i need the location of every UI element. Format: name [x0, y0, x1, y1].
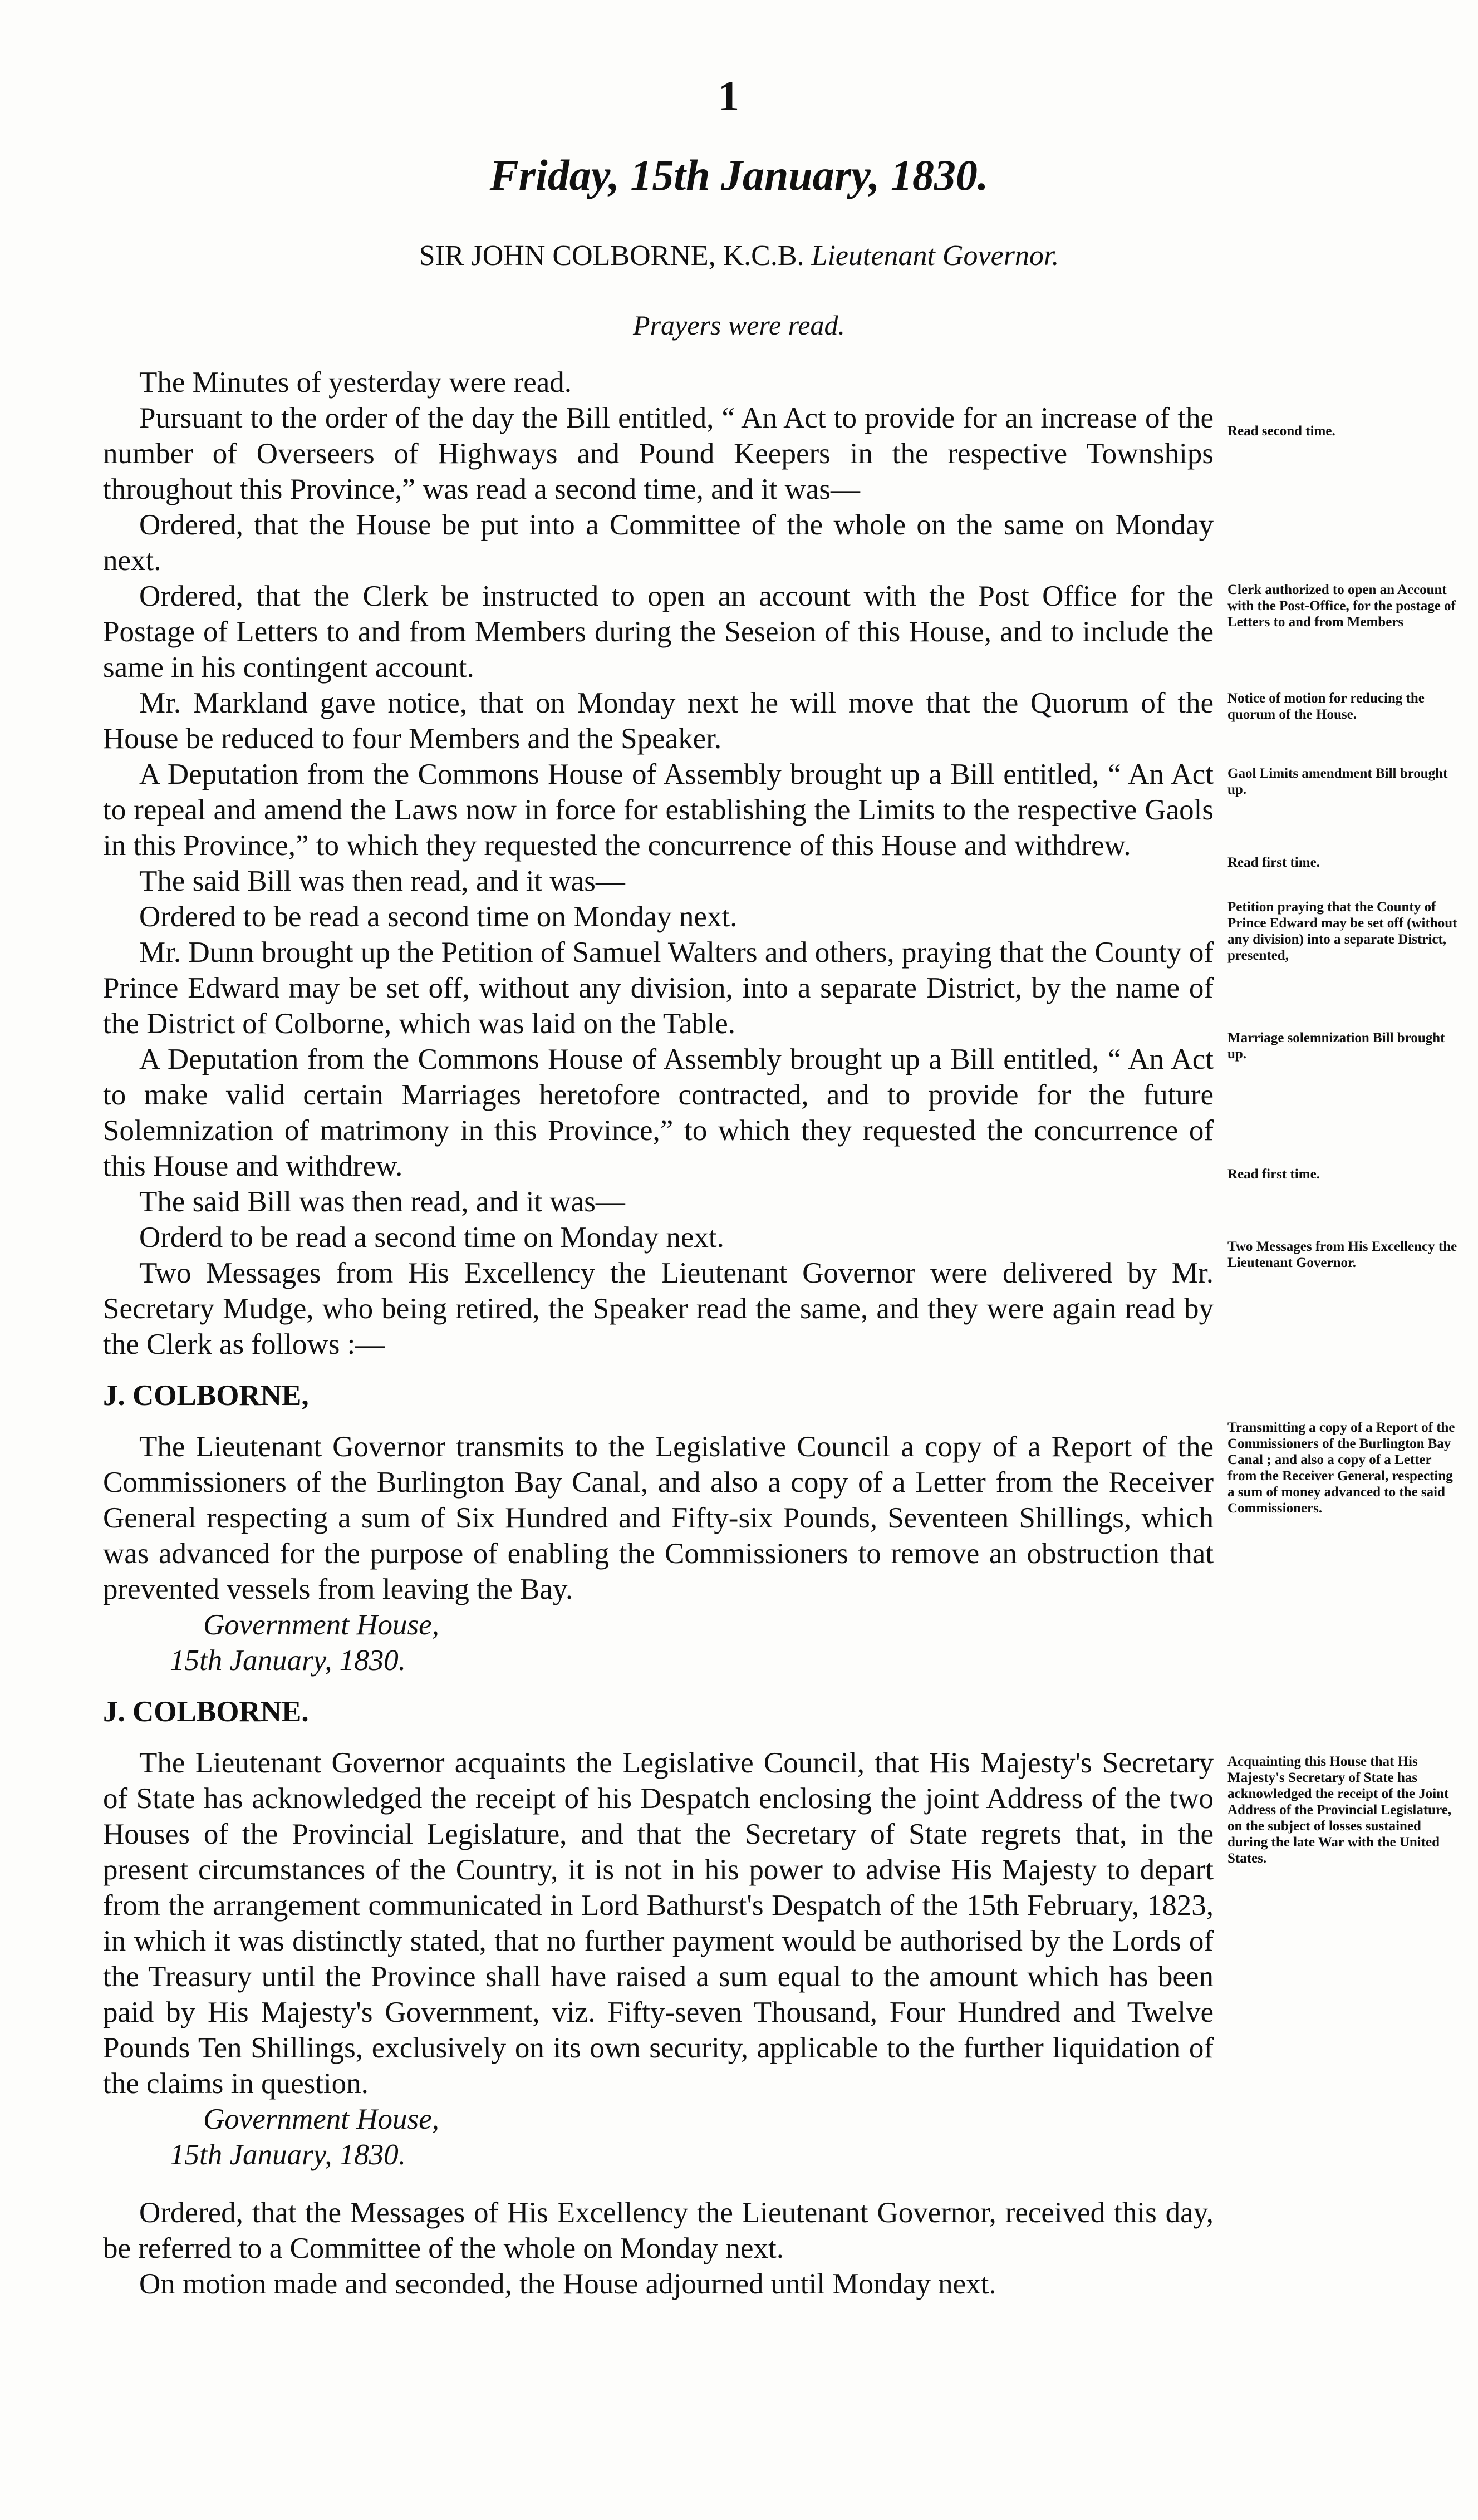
margin-note: Marriage solemnization Bill brought up.	[1227, 1030, 1445, 1062]
margin-note: Clerk authorized to open an Account with the Post-Office, for the postage of Letters to and from Members	[1227, 582, 1456, 630]
paragraph: Ordered, that the Clerk be instructed to open an account with the Post Office for the Postage of Letters to and from Members during the Seseion of this House, and to include the same in his contingent account.	[103, 580, 1214, 684]
paragraph: Ordered, that the Messages of His Excellency the Lieutenant Governor, received this day, be referred to a Committee of the whole on Monday next.	[103, 2197, 1214, 2264]
message-heading: J. COLBORNE,	[103, 1379, 309, 1412]
message-date	[103, 1643, 1214, 1678]
margin-note: Read first time.	[1227, 855, 1320, 870]
paragraph: Orderd to be read a second time on Monday next.	[139, 1221, 724, 1254]
margin-note: Petition praying that the County of Prince Edward may be set off (without any division) into a separate District, presented,	[1227, 900, 1457, 963]
margin-note: Transmitting a copy of a Report of the Commissioners of the Burlington Bay Canal ; and also a copy of a Letter from the Receiver General, respecting a sum of money advanced to the said Commissioners.	[1227, 1420, 1455, 1516]
paragraph: On motion made and seconded, the House adjourned until Monday next.	[139, 2268, 996, 2300]
governor-title: Lieutenant Governor.	[811, 240, 1059, 272]
page-number: 1	[718, 73, 739, 120]
message-date-text: 15th January, 1830.	[170, 1644, 406, 1677]
paragraph: Ordered, that the House be put into a Committee of the whole on the same on Monday next.	[103, 509, 1214, 577]
message-place: Government House,	[203, 2103, 439, 2135]
message-heading: J. COLBORNE.	[103, 1696, 309, 1728]
prayers-line: Prayers were read.	[633, 310, 845, 341]
journal-body	[103, 365, 1214, 2302]
paragraph: The said Bill was then read, and it was—	[139, 865, 625, 897]
margin-note: Gaol Limits amendment Bill brought up.	[1227, 766, 1448, 797]
governor-line	[0, 239, 1478, 272]
spacer	[103, 2173, 1214, 2195]
paragraph: A Deputation from the Commons House of Assembly brought up a Bill entitled, “ An Act to repeal and amend the Laws now in force for establishing the Limits to the respective Gaols in this Province,” to which they requested the concurrence of this House and withdrew.	[103, 758, 1214, 862]
paragraph: The said Bill was then read, and it was—	[139, 1186, 625, 1218]
message-date	[103, 2137, 1214, 2173]
paragraph: The Minutes of yesterday were read.	[139, 366, 572, 399]
paragraph: Mr. Markland gave notice, that on Monday next he will move that the Quorum of the House be reduced to four Members and the Speaker.	[103, 687, 1214, 755]
paragraph: Mr. Dunn brought up the Petition of Samuel Walters and others, praying that the County of Prince Edward may be set off, without any division, into a separate District, by the name of the District of Colborne, which was laid on the Table.	[103, 936, 1214, 1040]
date-heading: Friday, 15th January, 1830.	[489, 151, 989, 199]
margin-note: Acquainting this House that His Majesty's Secretary of State has acknowledged the receipt of the Joint Address of the Provincial Legislature, on the subject of losses sustained during the late War with the United States.	[1227, 1754, 1452, 1866]
margin-note: Read first time.	[1227, 1167, 1320, 1182]
margin-note: Notice of motion for reducing the quorum of the House.	[1227, 691, 1425, 722]
paragraph: A Deputation from the Commons House of Assembly brought up a Bill entitled, “ An Act to make valid certain Marriages heretofore contracted, and to provide for the future Solemnization of matrimony in this Province,” to which they requested the concurrence of this House and withdrew.	[103, 1043, 1214, 1182]
paragraph: Ordered to be read a second time on Monday next.	[139, 901, 738, 933]
paragraph: Two Messages from His Excellency the Lieutenant Governor were delivered by Mr. Secretary Mudge, who being retired, the Speaker read the same, and they were again read by the Clerk as follows :—	[103, 1257, 1214, 1360]
message-text: The Lieutenant Governor transmits to the Legislative Council a copy of a Report of the Commissioners of the Burlington Bay Canal, and also a copy of a Letter from the Receiver General respecting a sum of Six Hundred and Fifty-six Pounds, Seventeen Shillings, which was advanced for the purpose of enabling the Commissioners to remove an obstruction that prevented vessels from leaving the Bay.	[103, 1431, 1214, 1605]
margin-note: Read second time.	[1227, 424, 1335, 439]
message-text: The Lieutenant Governor acquaints the Legislative Council, that His Majesty's Secretary of State has acknowledged the receipt of his Despatch enclosing the joint Address of the two Houses of the Provincial Legislature, and that the Secretary of State regrets that, in the present circumstances of the Country, it is not in his power to advise His Majesty to depart from the arrangement communicated in Lord Bathurst's Despatch of the 15th February, 1823, in which it was distinctly stated, that no further payment would be authorised by the Lords of the Treasury until the Province shall have raised a sum equal to the amount which has been paid by His Majesty's Government, viz. Fifty-seven Thousand, Four Hundred and Twelve Pounds Ten Shillings, exclusively on its own security, applicable to the further liquidation of the claims in question.	[103, 1747, 1214, 2100]
message-place: Government House,	[203, 1609, 439, 1641]
paragraph: Pursuant to the order of the day the Bill entitled, “ An Act to provide for an increase of the number of Overseers of Highways and Pound Keepers in the respective Townships throughout this Province,” was read a second time, and it was—	[103, 402, 1214, 505]
message-date-text: 15th January, 1830.	[170, 2139, 406, 2171]
margin-note: Two Messages from His Excellency the Lieutenant Governor.	[1227, 1239, 1457, 1270]
governor-name: SIR JOHN COLBORNE, K.C.B.	[419, 240, 804, 272]
